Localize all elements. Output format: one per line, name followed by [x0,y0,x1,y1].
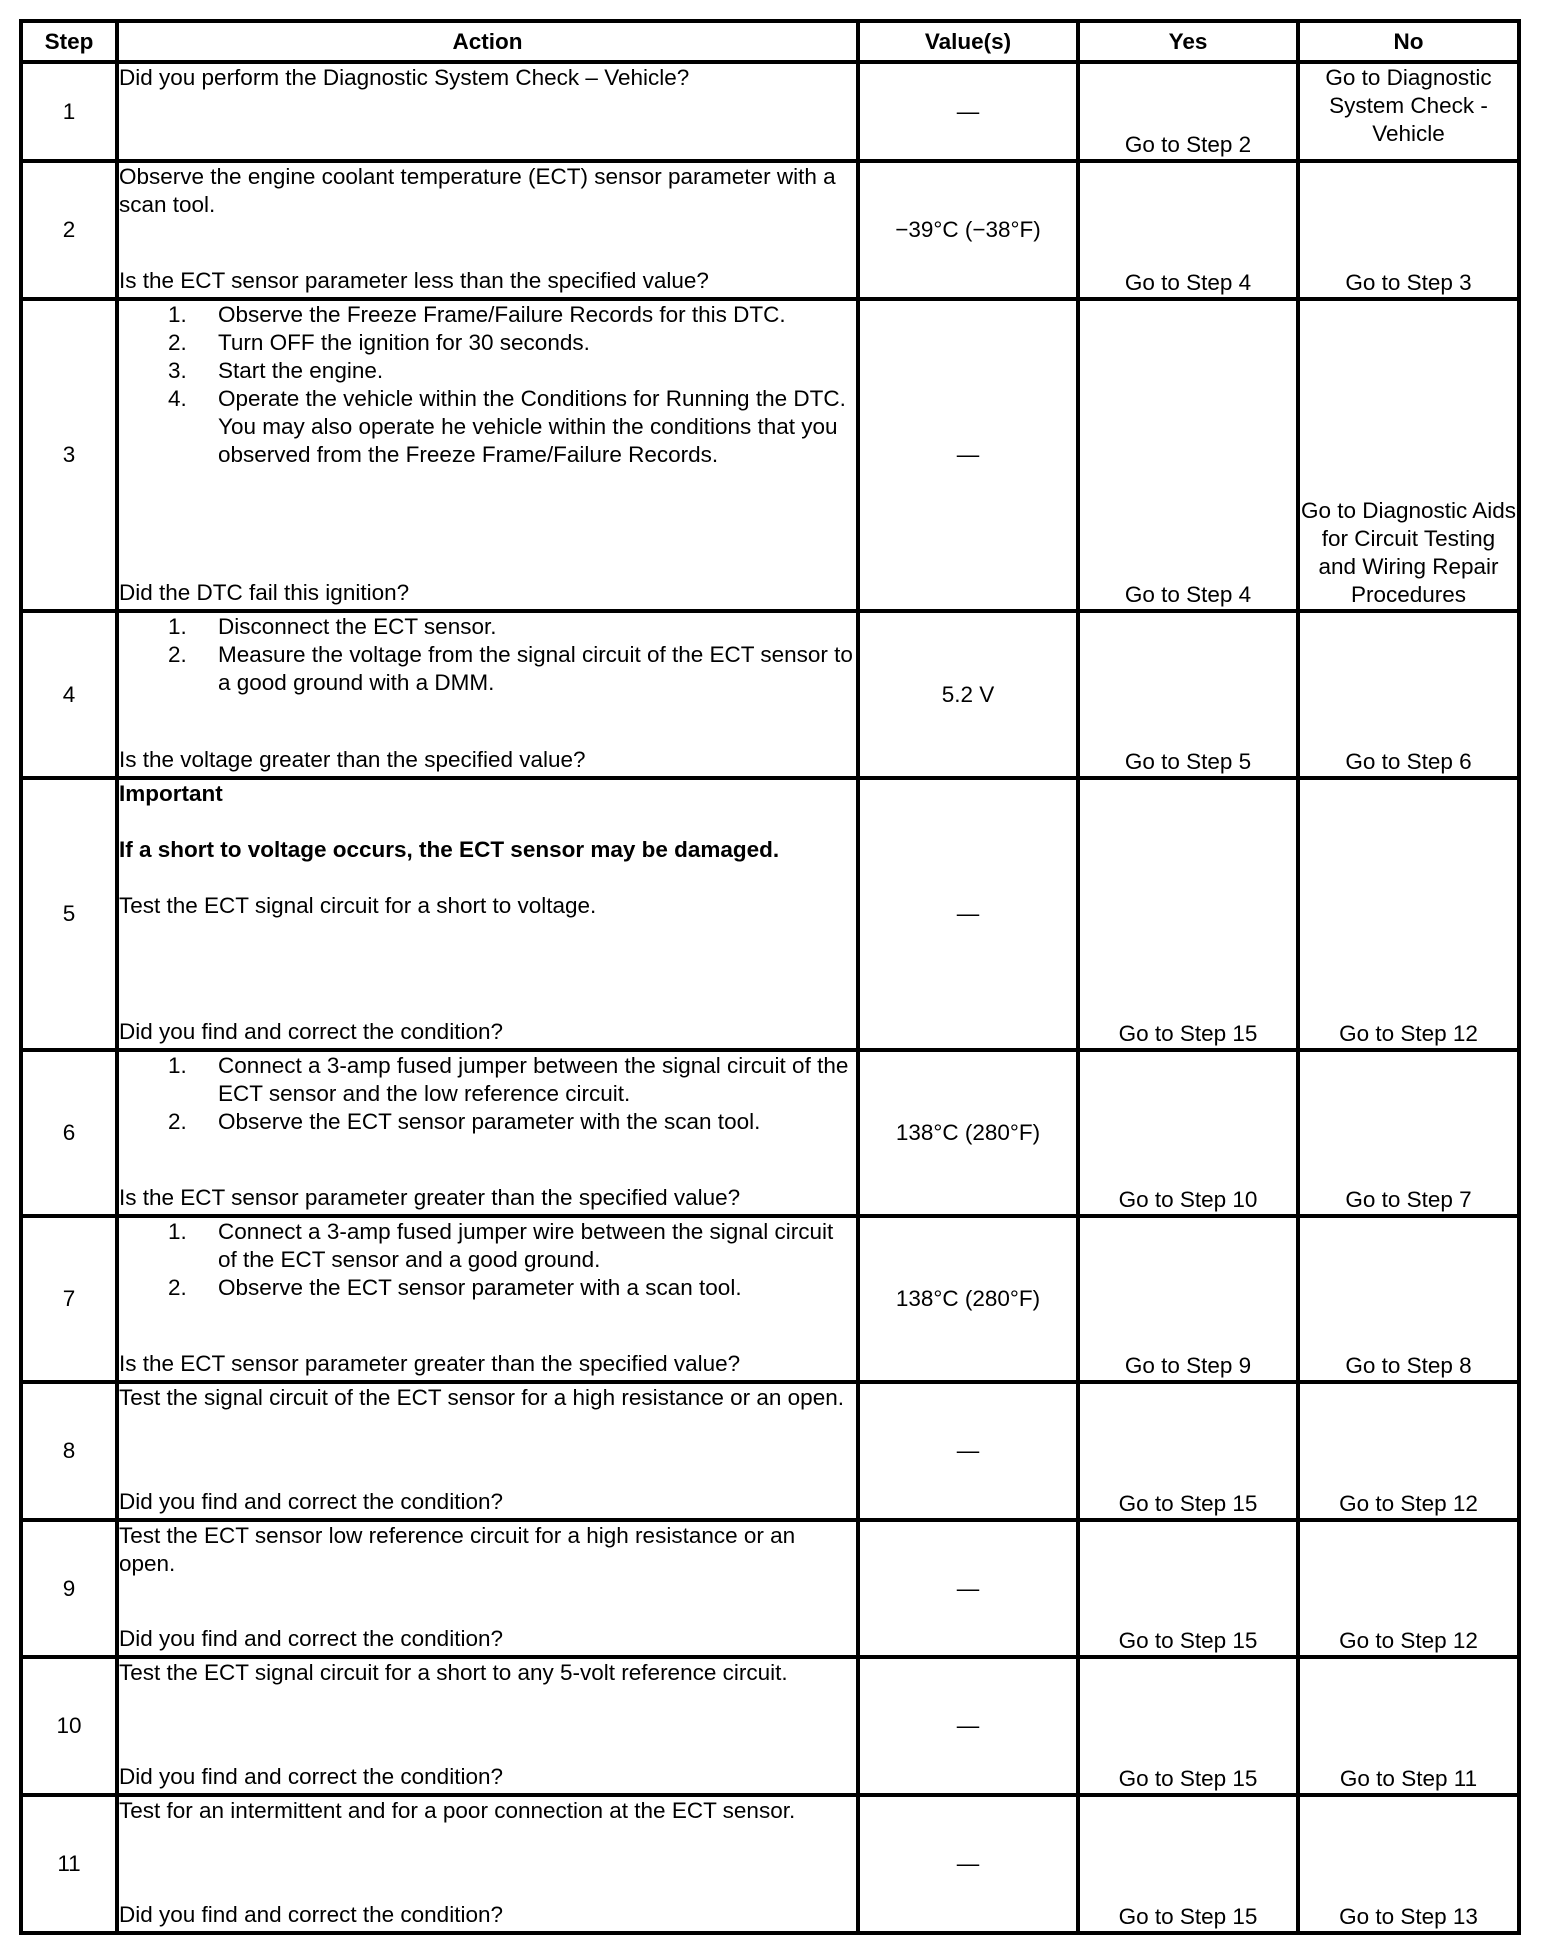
no-link[interactable]: Go to Step 7 [1298,1050,1519,1216]
action-text: Observe the engine coolant temperature (ECT) sensor parameter with a scan tool. [119,164,836,217]
list-item: 1. Connect a 3-amp fused jumper between the signal circuit of the ECT sensor and the low reference circuit. [168,1053,849,1106]
action-question: Did you find and correct the condition? [119,1626,503,1651]
yes-link[interactable]: Go to Step 15 [1078,1795,1298,1933]
header-step: Step [21,21,117,62]
value-cell: — [858,1382,1078,1520]
step-number: 6 [21,1050,117,1216]
list-item: 1. Disconnect the ECT sensor. [168,614,497,639]
table-row [21,1657,1519,1795]
list-item: 1. Observe the Freeze Frame/Failure Records for this DTC. [168,302,786,327]
no-link[interactable]: Go to Diagnostic System Check - Vehicle [1298,62,1519,161]
action-text: Test the ECT signal circuit for a short to any 5-volt reference circuit. [119,1660,788,1685]
value-cell: 138°C (280°F) [858,1050,1078,1216]
action-question: Is the voltage greater than the specified value? [119,747,586,772]
table-row [21,1382,1519,1520]
no-link[interactable]: Go to Step 3 [1298,161,1519,299]
action-cell [117,611,858,778]
no-link[interactable]: Go to Step 11 [1298,1657,1519,1795]
step-number: 11 [21,1795,117,1933]
action-question: Did you find and correct the condition? [119,1489,503,1514]
step-number: 5 [21,778,117,1050]
value-cell: — [858,1795,1078,1933]
value-cell: — [858,778,1078,1050]
action-text: Test the ECT signal circuit for a short to voltage. [119,893,597,918]
list-item: 3. Start the engine. [168,358,384,383]
table-row [21,611,1519,778]
action-question: Is the ECT sensor parameter less than the specified value? [119,268,709,293]
no-link[interactable]: Go to Step 12 [1298,1520,1519,1657]
step-number: 4 [21,611,117,778]
step-number: 8 [21,1382,117,1520]
no-link[interactable]: Go to Diagnostic Aids for Circuit Testing and Wiring Repair Procedures [1298,299,1519,611]
table-row [21,1795,1519,1933]
step-number: 7 [21,1216,117,1382]
header-values: Value(s) [858,21,1078,62]
no-link[interactable]: Go to Step 6 [1298,611,1519,778]
table-row [21,1050,1519,1216]
value-cell: 5.2 V [858,611,1078,778]
table-row [21,299,1519,611]
yes-link[interactable]: Go to Step 2 [1078,62,1298,161]
procedure-list [119,301,856,469]
value-cell: — [858,1657,1078,1795]
important-label: Important [119,781,223,806]
procedure-list [119,1218,856,1302]
list-item: 2. Observe the ECT sensor parameter with a scan tool. [168,1275,742,1300]
list-item: 2. Observe the ECT sensor parameter with the scan tool. [168,1109,761,1134]
no-link[interactable]: Go to Step 12 [1298,1382,1519,1520]
header-yes: Yes [1078,21,1298,62]
action-question: Did you find and correct the condition? [119,1019,503,1044]
list-item: 2. Measure the voltage from the signal circuit of the ECT sensor to a good ground with a DMM. [168,642,853,695]
action-question: Did you find and correct the condition? [119,1764,503,1789]
action-cell [117,1520,858,1657]
action-question: Is the ECT sensor parameter greater than the specified value? [119,1351,741,1376]
header-action: Action [117,21,858,62]
action-cell [117,299,858,611]
table-row [21,778,1519,1050]
action-cell [117,1382,858,1520]
warning-text: If a short to voltage occurs, the ECT sensor may be damaged. [119,837,780,862]
action-question: Is the ECT sensor parameter greater than the specified value? [119,1185,741,1210]
header-row [21,21,1519,62]
procedure-list [119,613,856,697]
list-item: 2. Turn OFF the ignition for 30 seconds. [168,330,590,355]
procedure-list [119,1052,856,1136]
table-row [21,1216,1519,1382]
table-row [21,1520,1519,1657]
yes-link[interactable]: Go to Step 10 [1078,1050,1298,1216]
yes-link[interactable]: Go to Step 15 [1078,1520,1298,1657]
step-number: 3 [21,299,117,611]
list-item: 1. Connect a 3-amp fused jumper wire between the signal circuit of the ECT sensor and a good ground. [168,1219,834,1272]
action-cell [117,1657,858,1795]
value-cell: 138°C (280°F) [858,1216,1078,1382]
step-number: 10 [21,1657,117,1795]
action-cell [117,1795,858,1933]
action-cell [117,1050,858,1216]
list-item: 4. Operate the vehicle within the Conditions for Running the DTC. You may also operate he vehicle within the conditions that you observed from the Freeze Frame/Failure Records. [168,386,846,467]
action-text: Test for an intermittent and for a poor connection at the ECT sensor. [119,1798,796,1823]
value-cell: — [858,299,1078,611]
yes-link[interactable]: Go to Step 15 [1078,778,1298,1050]
yes-link[interactable]: Go to Step 4 [1078,161,1298,299]
action-cell [117,62,858,161]
value-cell: −39°C (−38°F) [858,161,1078,299]
action-text: Did you perform the Diagnostic System Check – Vehicle? [119,65,690,90]
action-question: Did the DTC fail this ignition? [119,580,410,605]
no-link[interactable]: Go to Step 12 [1298,778,1519,1050]
value-cell: — [858,62,1078,161]
action-cell [117,1216,858,1382]
header-no: No [1298,21,1519,62]
step-number: 2 [21,161,117,299]
yes-link[interactable]: Go to Step 5 [1078,611,1298,778]
action-question: Did you find and correct the condition? [119,1902,503,1927]
no-link[interactable]: Go to Step 8 [1298,1216,1519,1382]
action-cell [117,161,858,299]
no-link[interactable]: Go to Step 13 [1298,1795,1519,1933]
yes-link[interactable]: Go to Step 15 [1078,1657,1298,1795]
yes-link[interactable]: Go to Step 4 [1078,299,1298,611]
action-text: Test the signal circuit of the ECT sensor for a high resistance or an open. [119,1385,844,1410]
table-row [21,161,1519,299]
step-number: 9 [21,1520,117,1657]
value-cell: — [858,1520,1078,1657]
yes-link[interactable]: Go to Step 15 [1078,1382,1298,1520]
table-row [21,62,1519,161]
action-cell [117,778,858,1050]
action-text: Test the ECT sensor low reference circuit for a high resistance or an open. [119,1523,796,1576]
diagnostic-table [19,19,1521,1935]
yes-link[interactable]: Go to Step 9 [1078,1216,1298,1382]
step-number: 1 [21,62,117,161]
